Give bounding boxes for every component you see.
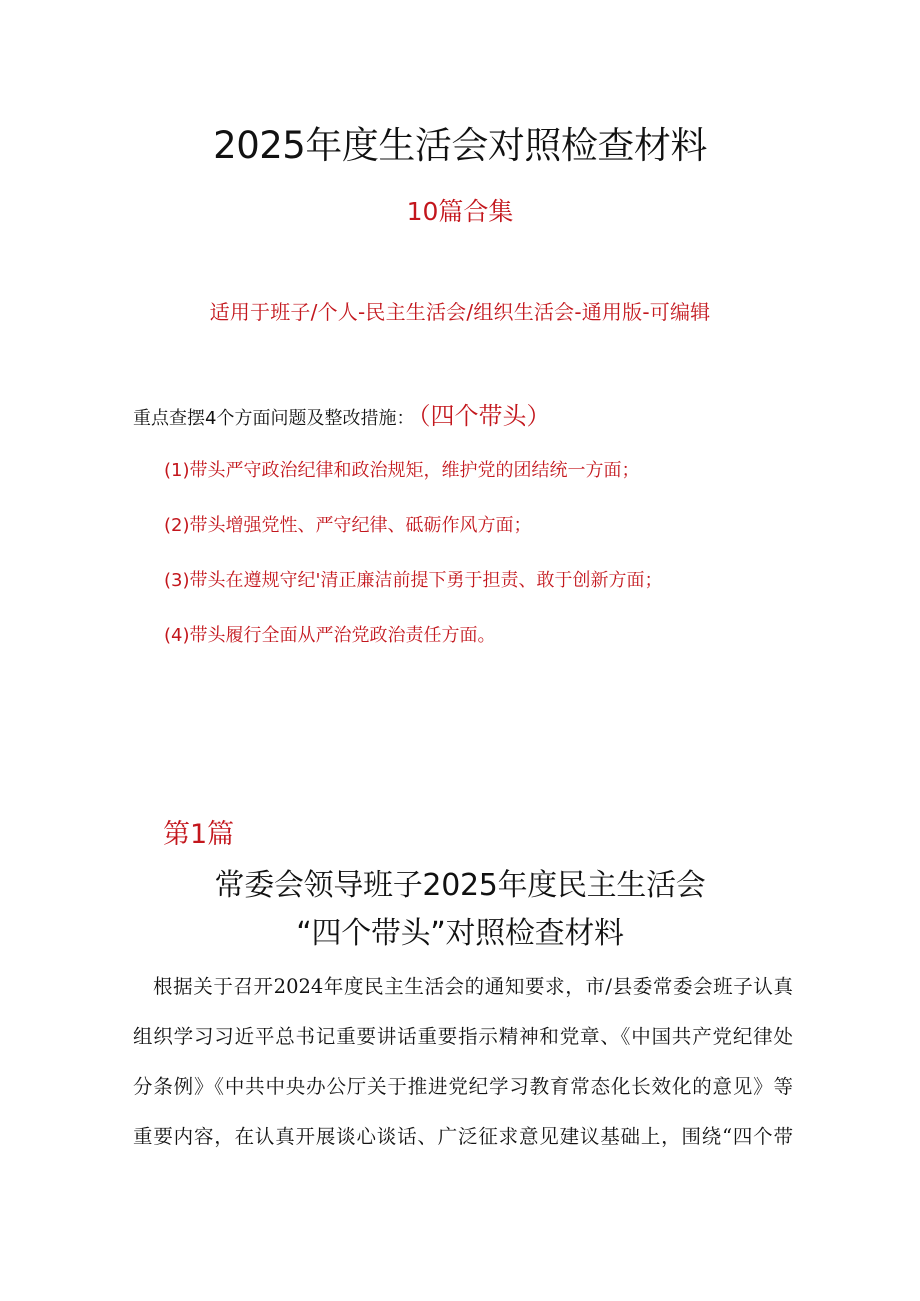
section-title-line-2: “四个带头”对照检查材料	[296, 916, 624, 951]
body-line-4: 重要内容，在认真开展谈心谈话、广泛征求意见建议基础上，围绕“四个带	[133, 1125, 793, 1148]
body-line-2: 组织学习习近平总书记重要讲话重要指示精神和党章、《中国共产党纪律处	[133, 1025, 793, 1048]
focus-item-3: (3)带头在遵规守纪'清正廉洁前提下勇于担责、敢于创新方面；	[164, 570, 663, 591]
body-line-1: 根据关于召开2024年度民主生活会的通知要求，市/县委常委会班子认真	[153, 975, 793, 998]
document-title: 2025年度生活会对照检查材料	[213, 124, 707, 167]
focus-item-1: (1)带头严守政治纪律和政治规矩，维护党的团结统一方面；	[164, 460, 640, 481]
document-subtitle: 10篇合集	[406, 197, 514, 226]
section-label: 第1篇	[163, 819, 235, 850]
section-title-line-1: 常委会领导班子2025年度民主生活会	[214, 868, 706, 903]
focus-heading	[133, 396, 550, 431]
scope-line: 适用于班子/个人-民主生活会/组织生活会-通用版-可编辑	[209, 300, 711, 324]
focus-item-2: (2)带头增强党性、严守纪律、砥砺作风方面；	[164, 515, 532, 536]
body-paragraph	[133, 962, 793, 1162]
focus-item-4: (4)带头履行全面从严治党政治责任方面。	[164, 625, 496, 646]
focus-paren: （四个带头）	[418, 402, 551, 430]
body-line-3: 分条例》《中共中央办公厅关于推进党纪学习教育常态化长效化的意见》等	[133, 1075, 793, 1098]
focus-label: 重点查摆4个方面问题及整改措施：	[133, 408, 415, 429]
